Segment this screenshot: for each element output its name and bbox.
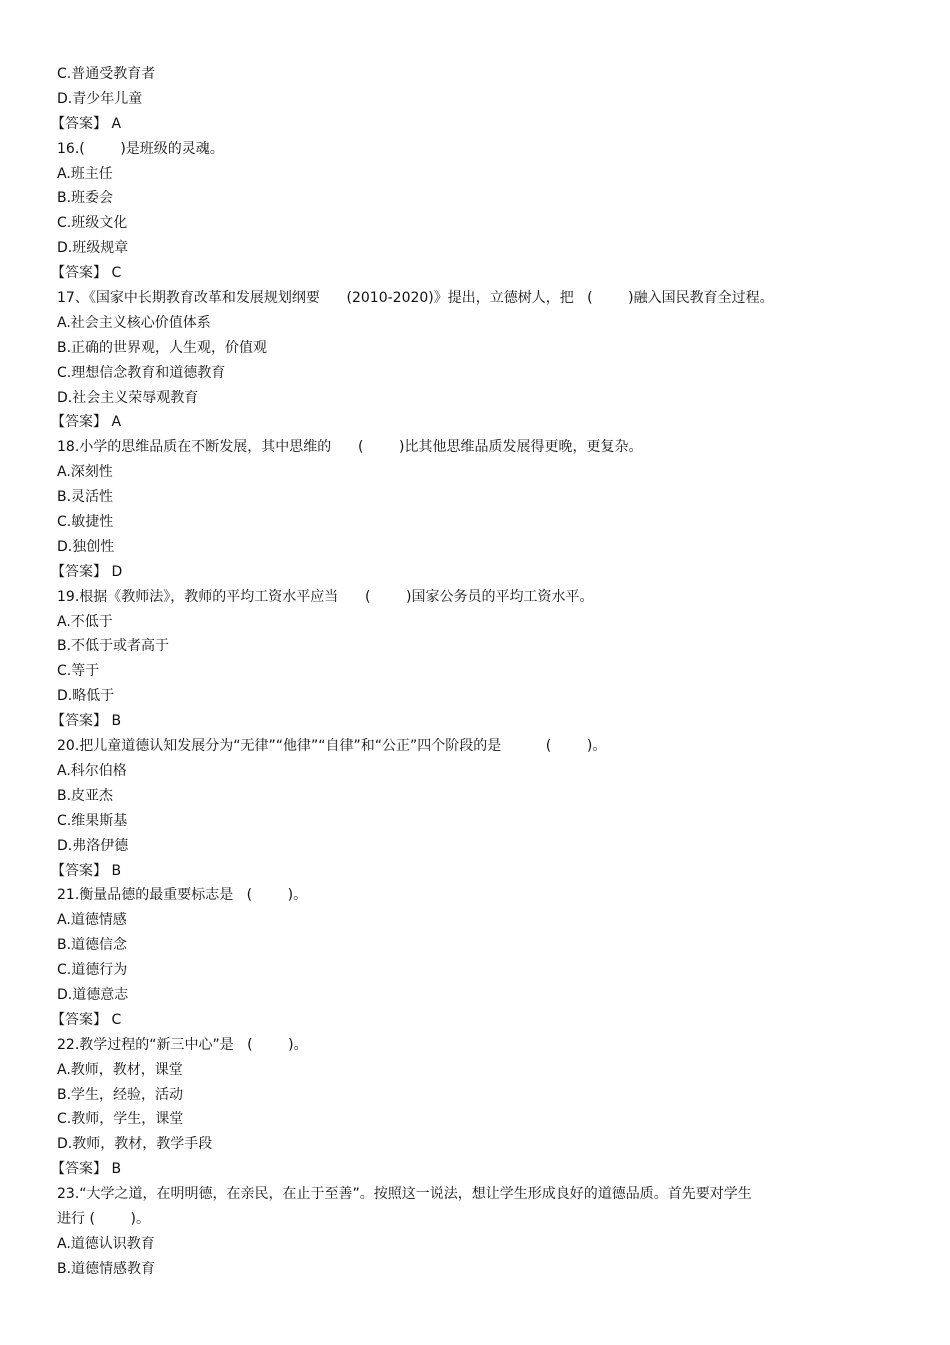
answer-line: 【答案】 A bbox=[51, 414, 122, 431]
option-line: D.略低于 bbox=[57, 688, 115, 705]
option-line: A.深刻性 bbox=[57, 464, 113, 481]
option-line: B.学生，经验，活动 bbox=[57, 1086, 184, 1103]
option-line: C.维果斯基 bbox=[57, 812, 128, 829]
question-line: 23.“大学之道，在明明德，在亲民，在止于至善”。按照这一说法，想让学生形成良好的道德品质。首先要对学生 bbox=[57, 1186, 752, 1203]
option-line: A.社会主义核心价值体系 bbox=[57, 314, 211, 331]
option-line: B.班委会 bbox=[57, 190, 114, 207]
answer-line: 【答案】 B bbox=[51, 1161, 122, 1178]
answer-line: 【答案】 B bbox=[51, 862, 122, 879]
option-line: D.班级规章 bbox=[57, 240, 129, 257]
answer-line: 【答案】 A bbox=[51, 115, 122, 132]
question-line: 进行 ( )。 bbox=[57, 1210, 150, 1227]
option-line: C.敏捷性 bbox=[57, 514, 114, 531]
question-line: 21.衡量品德的最重要标志是 ( )。 bbox=[57, 887, 308, 904]
option-line: A.教师，教材，课堂 bbox=[57, 1061, 183, 1078]
option-line: D.弗洛伊德 bbox=[57, 837, 129, 854]
option-line: D.青少年儿童 bbox=[57, 90, 143, 107]
question-line: 18.小学的思维品质在不断发展，其中思维的 ( )比其他思维品质发展得更晚，更复杂。 bbox=[57, 439, 643, 456]
question-line: 22.教学过程的“新三中心”是 ( )。 bbox=[57, 1036, 308, 1053]
option-line: A.科尔伯格 bbox=[57, 762, 127, 779]
option-line: D.道德意志 bbox=[57, 986, 129, 1003]
option-line: C.等于 bbox=[57, 663, 100, 680]
answer-line: 【答案】 B bbox=[51, 713, 122, 730]
option-line: B.灵活性 bbox=[57, 489, 114, 506]
question-line: 19.根据《教师法》，教师的平均工资水平应当 ( )国家公务员的平均工资水平。 bbox=[57, 588, 594, 605]
question-line: 16.( )是班级的灵魂。 bbox=[57, 140, 224, 157]
option-line: A.不低于 bbox=[57, 613, 113, 630]
option-line: C.道德行为 bbox=[57, 962, 128, 979]
option-line: B.不低于或者高于 bbox=[57, 638, 170, 655]
question-line: 17、《国家中长期教育改革和发展规划纲要 (2010-2020)》提出，立德树人，把 ( )融入国民教育全过程。 bbox=[57, 290, 774, 307]
option-line: C.教师，学生，课堂 bbox=[57, 1111, 184, 1128]
answer-line: 【答案】 C bbox=[51, 265, 122, 282]
question-line: 20.把儿童道德认知发展分为“无律”“他律”“自律”和“公正”四个阶段的是 ( )。 bbox=[57, 738, 607, 755]
option-line: C.普通受教育者 bbox=[57, 66, 156, 82]
option-line: C.理想信念教育和道德教育 bbox=[57, 364, 226, 381]
option-line: D.独创性 bbox=[57, 538, 115, 555]
option-line: D.教师，教材，教学手段 bbox=[57, 1136, 213, 1153]
option-line: B.道德信念 bbox=[57, 937, 128, 954]
option-line: C.班级文化 bbox=[57, 215, 128, 232]
option-line: B.皮亚杰 bbox=[57, 787, 114, 804]
answer-line: 【答案】 D bbox=[51, 563, 123, 580]
option-line: D.社会主义荣辱观教育 bbox=[57, 389, 199, 406]
option-line: A.道德认识教育 bbox=[57, 1235, 155, 1252]
document-body bbox=[51, 62, 897, 1282]
option-line: A.班主任 bbox=[57, 165, 113, 182]
option-line: A.道德情感 bbox=[57, 912, 127, 929]
answer-line: 【答案】 C bbox=[51, 1011, 122, 1028]
option-line: B.正确的世界观，人生观，价值观 bbox=[57, 339, 268, 356]
option-line: B.道德情感教育 bbox=[57, 1260, 156, 1277]
